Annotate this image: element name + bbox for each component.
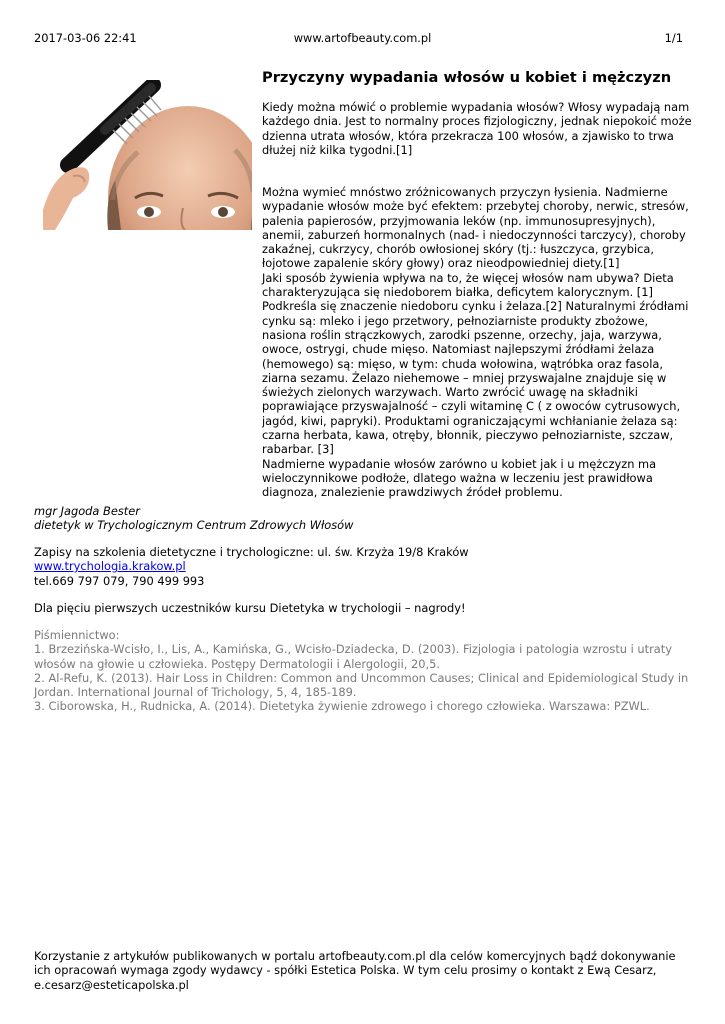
article-photo-bald-man-with-comb: [43, 80, 252, 230]
references-heading: Piśmiennictwo:: [34, 628, 120, 642]
header-page-number: 1/1: [664, 31, 683, 45]
contact-website-link[interactable]: www.trychologia.krakow.pl: [34, 559, 186, 574]
contact-address: Zapisy na szkolenia dietetyczne i trychologiczne: ul. św. Krzyża 19/8 Kraków: [34, 545, 469, 559]
article-title: Przyczyny wypadania włosów u kobiet i mężczyzn: [262, 69, 672, 86]
author-role: dietetyk w Trychologicznym Centrum Zdrowych Włosów: [34, 518, 354, 533]
article-paragraph: Nadmierne wypadanie włosów zarówno u kobiet jak i u mężczyzn ma wieloczynnikowe podłoże, dlatego ważna w leczeniu jest prawidłowa diagnoza, znalezienie prawdziwych źródeł problemu.: [262, 456, 657, 500]
reference-item: 3. Ciborowska, H., Rudnicka, A. (2014). Dietetyka żywienie zdrowego i chorego człowieka. Warszawa: PZWL.: [34, 699, 650, 714]
header-site: www.artofbeauty.com.pl: [293, 31, 432, 45]
article-paragraph: Jaki sposób żywienia wpływa na to, że więcej włosów nam ubywa? Dieta charakteryzująca się niedoborem białka, deficytem kalorycznym. [1] Podkreśla się znaczenie niedoboru cynku i żelaza.[2] Naturalnymi źródłami cynku są: mleko i jego przetwory, pełnoziarniste produkty zbożowe, nasiona roślin strączkowych, zarodki pszenne, orzechy, jaja, warzywa, owoce, ostrygi, chude mięso. Natomiast najlepszymi źródłami żelaza (hemowego) są: mięso, w tym: chuda wołowina, wątróbka oraz fasola, ziarna sezamu. Żelazo niehemowe – mniej przyswajalne znajduje się w świeżych zielonych warzywach. Warto zwrócić uwagę na składniki poprawiające przyswajalność – czyli witaminę C ( z owoców cytrusowych, jagód, kiwi, papryki). Produktami ograniczającymi wchłanianie żelaza są: czarna herbata, kawa, otręby, błonnik, pieczywo pełnoziarniste, szczaw, rabarbar. [3]: [262, 270, 689, 457]
references: [34, 628, 694, 714]
reference-item: 2. Al-Refu, K. (2013). Hair Loss in Children: Common and Uncommon Causes; Clinical and Epidemiological Study in Jordan. International Journal of Trichology, 5, 4, 185-189.: [34, 670, 689, 700]
author-name: mgr Jagoda Bester: [34, 504, 140, 518]
author-signature: [34, 504, 353, 533]
article-body: [262, 185, 692, 500]
header-datetime: 2017-03-06 22:41: [34, 31, 137, 45]
footer-copyright-notice: Korzystanie z artykułów publikowanych w portalu artofbeauty.com.pl dla celów komercyjnych bądź dokonywanie ich opracowań wymaga zgody wydawcy - spółki Estetica Polska. W tym celu prosimy o kontakt z Ewą Cesarz, e.cesarz@esteticapolska.pl: [34, 949, 676, 992]
prize-announcement: Dla pięciu pierwszych uczestników kursu Dietetyka w trychologii – nagrody!: [34, 601, 466, 615]
article-intro: Kiedy można mówić o problemie wypadania włosów? Włosy wypadają nam każdego dnia. Jest to normalny proces fizjologiczny, jednak niepokoić może dzienna utrata włosów, która przekracza 100 włosów, a zjawisko to trwa dłużej niż kilka tygodni.[1]: [262, 100, 692, 157]
contact-block: [34, 545, 469, 588]
contact-phone: tel.669 797 079, 790 499 993: [34, 573, 205, 588]
reference-item: 1. Brzezińska-Wcisło, I., Lis, A., Kamińska, G., Wcisło-Dziadecka, D. (2003). Fizjologia i patologia wzrostu i utraty włosów na głowie u człowieka. Postępy Dermatologii i Alergologii, 20,5.: [34, 642, 672, 671]
article-paragraph: Można wymieć mnóstwo zróżnicowanych przyczyn łysienia. Nadmierne wypadanie włosów może być efektem: przebytej choroby, nerwic, stresów, palenia papierosów, przyjmowania leków (np. immunosupresyjnych), anemii, zaburzeń hormonalnych (nad- i niedoczynności tarczycy), choroby zakaźnej, cukrzycy, chorób owłosionej skóry (tj.: łuszczyca, grzybica, łojotowe zapalenie skóry głowy) oraz nieodpowiedniej diety.[1]: [262, 185, 689, 271]
